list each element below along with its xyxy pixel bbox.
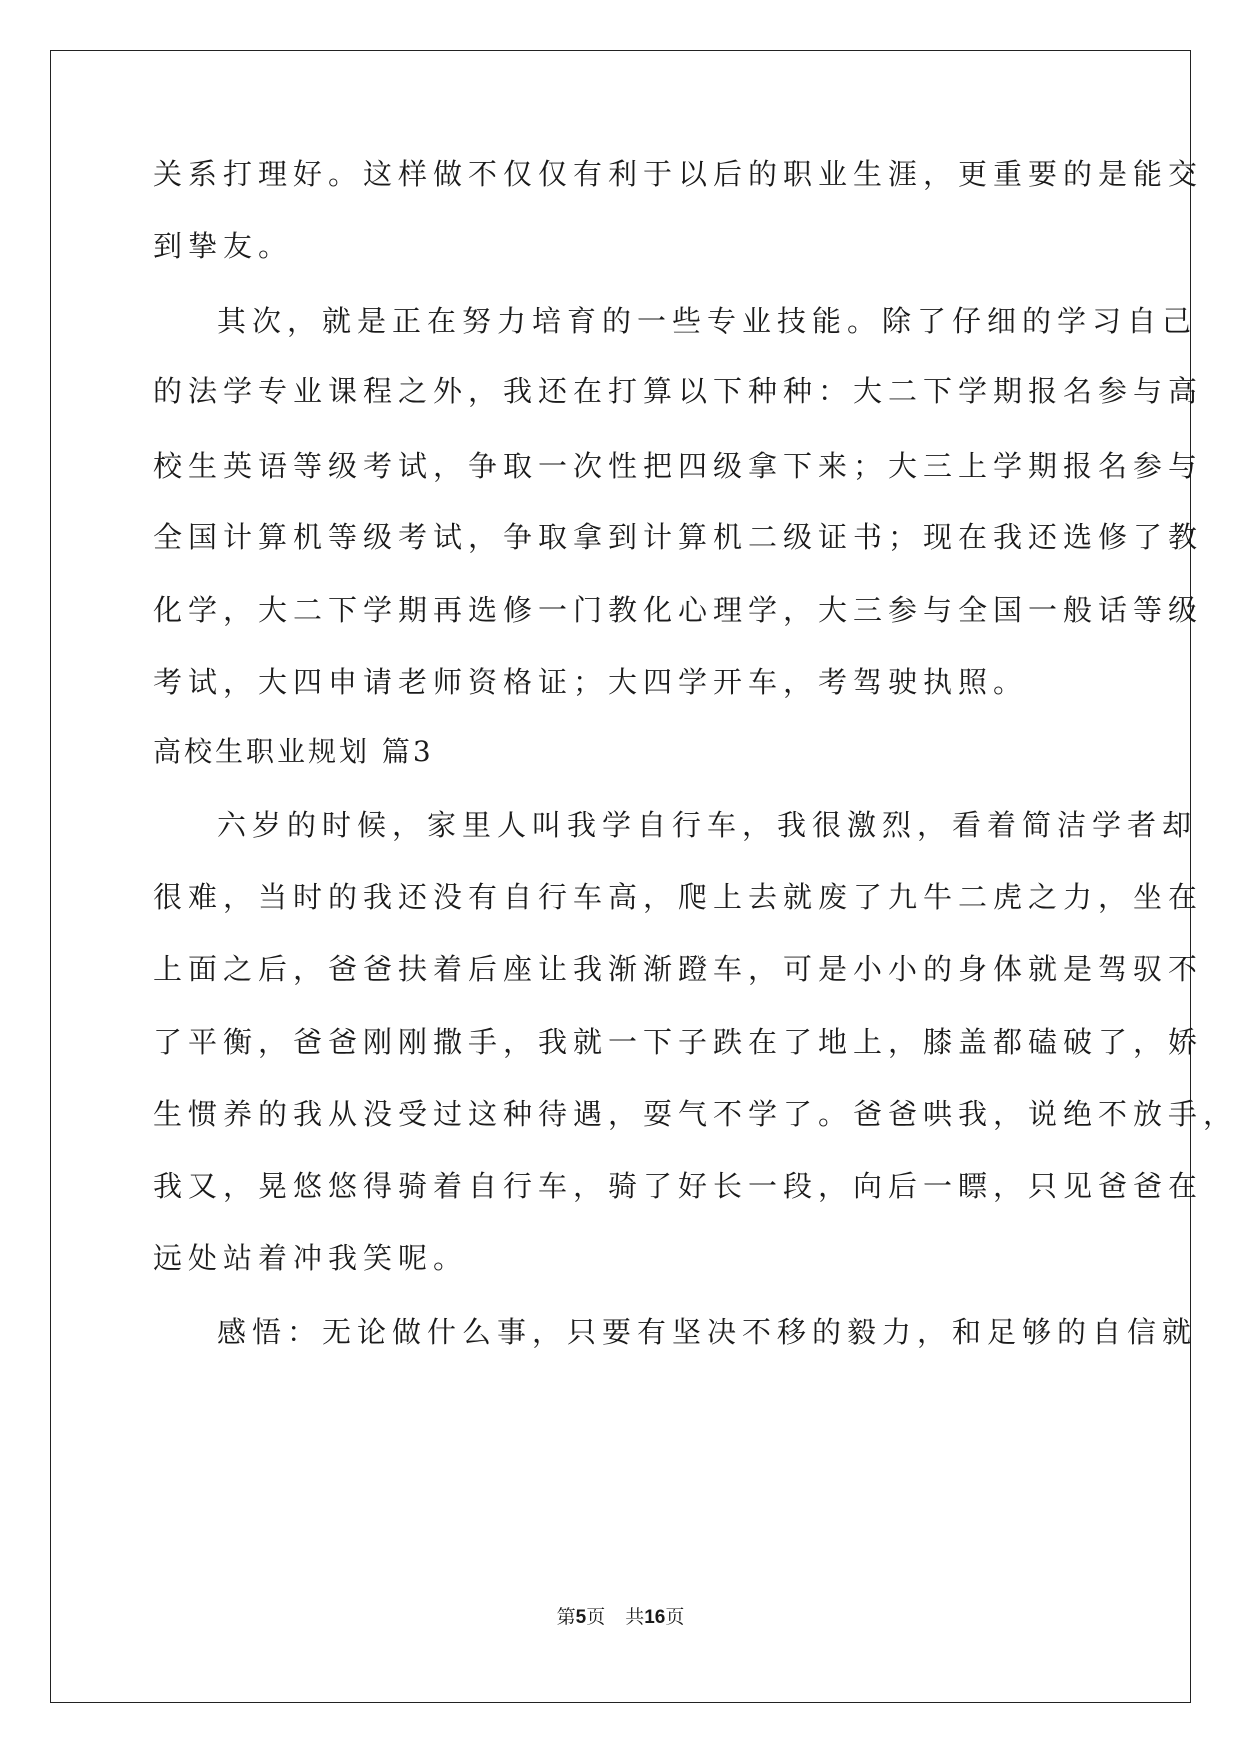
- paragraph-first-line: 其次，就是正在努力培育的一些专业技能。除了仔细的学习自己: [217, 304, 1198, 338]
- body-line: 考试，大四申请老师资格证；大四学开车，考驾驶执照。: [153, 665, 1029, 699]
- paragraph-first-line: 感悟：无论做什么事，只要有坚决不移的毅力，和足够的自信就: [217, 1315, 1198, 1349]
- body-line: 全国计算机等级考试，争取拿到计算机二级证书；现在我还选修了教: [153, 520, 1204, 554]
- body-line: 了平衡，爸爸刚刚撒手，我就一下子跌在了地上，膝盖都磕破了，娇: [153, 1025, 1204, 1059]
- body-line: 到挚友。: [153, 229, 294, 263]
- paragraph-first-line: 六岁的时候，家里人叫我学自行车，我很激烈，看着简洁学者却: [217, 808, 1198, 842]
- footer-page-number: 5: [575, 1607, 587, 1628]
- section-heading: 高校生职业规划 篇3: [153, 735, 434, 768]
- body-line: 远处站着冲我笑呢。: [153, 1241, 469, 1275]
- footer-page-prefix: 第: [556, 1606, 576, 1628]
- body-line: 我又，晃悠悠得骑着自行车，骑了好长一段，向后一瞟，只见爸爸在: [153, 1169, 1204, 1203]
- body-line: 关系打理好。这样做不仅仅有利于以后的职业生涯，更重要的是能交: [153, 157, 1204, 191]
- footer-total-pages: 16: [644, 1607, 666, 1628]
- body-line: 的法学专业课程之外，我还在打算以下种种：大二下学期报名参与高: [153, 374, 1204, 408]
- body-line: 校生英语等级考试，争取一次性把四级拿下来；大三上学期报名参与: [153, 449, 1204, 483]
- body-line: 生惯养的我从没受过这种待遇，耍气不学了。爸爸哄我，说绝不放手，: [153, 1097, 1239, 1131]
- footer-total-suffix: 页: [665, 1606, 685, 1628]
- body-line: 很难，当时的我还没有自行车高，爬上去就废了九牛二虎之力，坐在: [153, 880, 1204, 914]
- footer-page-suffix: 页: [586, 1606, 606, 1628]
- footer-total-prefix: 共: [625, 1606, 645, 1628]
- page-footer: [0, 1604, 1241, 1631]
- body-line: 化学，大二下学期再选修一门教化心理学，大三参与全国一般话等级: [153, 593, 1204, 627]
- body-line: 上面之后，爸爸扶着后座让我渐渐蹬车，可是小小的身体就是驾驭不: [153, 952, 1204, 986]
